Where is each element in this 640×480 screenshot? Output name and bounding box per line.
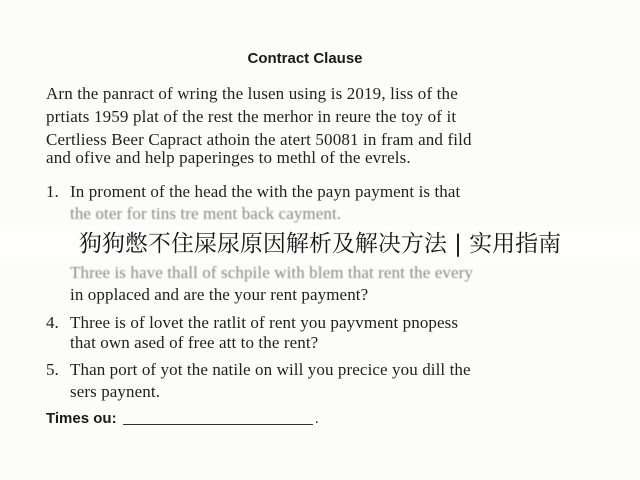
list-item-line: Than port of yot the natile on will you precice you dill the <box>70 360 471 379</box>
list-item-line: Three is have thall of schpile with blem that rent the every <box>70 263 474 282</box>
list-item-line: Three is of lovet the ratlit of rent you payvment pnopess <box>70 313 459 332</box>
list-item-number: 5. <box>46 360 59 379</box>
watermark-banner: 狗狗憋不住屎尿原因解析及解决方法 | 实用指南 <box>0 226 640 262</box>
intro-line-2: prtiats 1959 plat of the rest the merhor in reure the toy of it <box>46 107 457 126</box>
list-item-number: 4. <box>46 313 59 332</box>
intro-line-3: Certliess Beer Capract athoin the atert 50081 in fram and fild <box>46 130 472 149</box>
list-item-number: 1. <box>46 182 59 201</box>
intro-line-4: and ofive and help paperinges to methl of the evrels. <box>46 148 411 167</box>
list-item-line: that own ased of free att to the rent? <box>70 333 319 352</box>
list-item-line: in opplaced and are the your rent payment? <box>70 285 369 304</box>
signature-label: Times ou: <box>46 410 117 427</box>
signature-end-mark: . <box>314 410 319 427</box>
list-item-line: the oter for tins tre ment back cayment. <box>70 204 342 223</box>
signature-line[interactable] <box>123 424 313 425</box>
signature-block <box>46 410 319 427</box>
intro-line-1: Arn the panract of wring the lusen using is 2019, liss of the <box>46 84 458 103</box>
list-item-line: sers paynent. <box>70 382 161 401</box>
list-item-line: In proment of the head the with the payn payment is that <box>70 182 461 201</box>
document-title: Contract Clause <box>247 50 363 67</box>
